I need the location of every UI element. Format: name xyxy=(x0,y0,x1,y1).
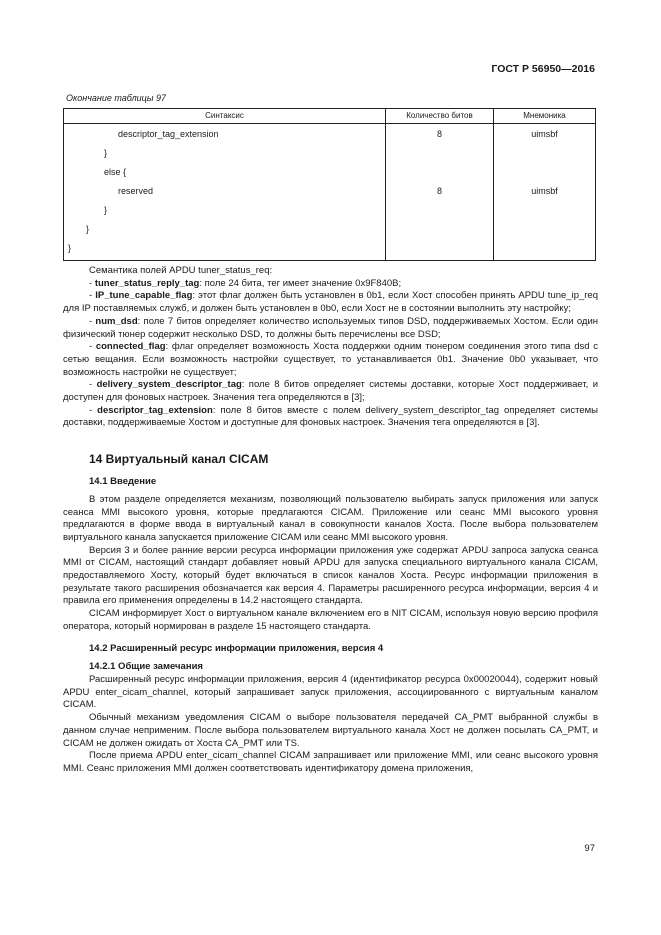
field-prefix: - xyxy=(89,379,97,391)
field-text: : поле 8 битов вместе с полем delivery_system_descriptor_tag определяет системы доставки, поддерживаемые Хостом и доступные для фоновых настроек. Значения тега определяются в [3]. xyxy=(63,404,598,429)
bits-value xyxy=(386,201,493,220)
table-row: } xyxy=(104,148,108,158)
field-description xyxy=(63,278,598,291)
field-prefix: - xyxy=(89,404,98,416)
bits-cell xyxy=(386,124,494,261)
table-row: } xyxy=(104,205,108,215)
table-row: descriptor_tag_extension xyxy=(118,129,219,139)
subsubsection-heading: 14.2.1 Общие замечания xyxy=(89,661,203,673)
mnemonic-value xyxy=(494,201,595,220)
paragraph: Обычный механизм уведомления CICAM о выборе пользователя передачей CA_PMT выбранной службы в данном случае неприменим. После выбора пользователем виртуального канала Хост не должен посылать CA_PMT, и CICAM не должен ожидать от Хоста CA_PMT или TS. xyxy=(63,712,598,749)
field-text: : поле 8 битов определяет системы доставки, которые Хост поддерживает, и доступен для фоновых настроек. Значения тега определяются в [3]; xyxy=(63,379,599,404)
bits-value: 8 xyxy=(436,129,442,139)
table-header-row xyxy=(64,109,596,124)
table-row: } xyxy=(68,243,72,253)
subsection-heading: 14.2 Расширенный ресурс информации приложения, версия 4 xyxy=(89,642,384,654)
paragraph: CICAM информирует Хост о виртуальном канале включением его в NIT CICAM, используя новую версию профиля оператора, который нормирован в разделе 15 настоящего стандарта. xyxy=(63,608,598,632)
paragraph: Расширенный ресурс информации приложения, версия 4 (идентификатор ресурса 0x00020044), содержит новый APDU enter_cicam_channel, который запрашивает запуск приложения, ассоциированного с виртуальным каналом CICAM. xyxy=(63,673,598,711)
paragraph: Версия 3 и более ранние версии ресурса информации приложения уже содержат APDU запроса запуска сеанса MMI от CICAM, настоящий стандарт добавляет новый APDU для запуска специального виртуального канала CICAM, предоставляемого Хосту, который будет включаться в список каналов Хоста. Ресурс информации приложения в результате такого расширения обозначается как версия 4. Параметры расширенного ресурса информации, версия 4 и правила его применения определены в 14.2 настоящего стандарта. xyxy=(63,544,598,607)
mnemonic-value xyxy=(494,220,595,239)
field-name: connected_flag xyxy=(95,341,166,353)
bits-value xyxy=(386,239,493,258)
table-row: reserved xyxy=(118,186,154,196)
document-body xyxy=(63,265,598,776)
table-row: } xyxy=(86,224,90,234)
bits-value xyxy=(386,144,493,163)
field-description xyxy=(63,379,598,404)
bits-value: 8 xyxy=(436,186,442,196)
mnemonic-value xyxy=(494,163,595,182)
field-name: IP_tune_capable_flag xyxy=(95,290,193,302)
field-name: tuner_status_reply_tag xyxy=(94,277,200,289)
standard-id: ГОСТ Р 56950—2016 xyxy=(491,63,595,75)
column-header-mnemonic: Мнемоника xyxy=(494,109,596,124)
semantics-intro: Семантика полей APDU tuner_status_req: xyxy=(89,265,273,276)
mnemonic-value: uimsbf xyxy=(531,186,558,196)
field-text: : поле 7 битов определяет количество используемых типов DSD, поддерживаемых Хостом. Если один физический тюнер содержит несколько DSD, то должны быть перечислены все DSD; xyxy=(63,315,598,340)
field-description xyxy=(63,341,598,379)
paragraph: После приема APDU enter_cicam_channel CICAM запрашивает или приложение MMI, или сеанс высокого уровня MMI. Сеанс приложения MMI должен соответствовать идентификатору домена приложения, xyxy=(63,750,598,774)
bits-value xyxy=(386,163,493,182)
column-header-syntax: Синтаксис xyxy=(64,109,386,124)
field-name: num_dsd xyxy=(95,315,138,327)
field-name: descriptor_tag_extension xyxy=(97,404,213,416)
syntax-cell xyxy=(64,124,386,261)
mnemonic-value xyxy=(494,239,595,258)
table-caption: Окончание таблицы 97 xyxy=(66,93,166,103)
column-header-bits: Количество битов xyxy=(386,109,494,124)
table-body-row xyxy=(64,124,596,261)
section-heading: 14 Виртуальный канал CICAM xyxy=(89,452,269,467)
paragraph: В этом разделе определяется механизм, позволяющий пользователю выбирать запуск приложения или запуск сеанса MMI высокого уровня, которые предлагаются CICAM. Приложение или сеанс MMI высокого уровня предлагаются в форме ввода в виртуальный канал в совокупности каналов Хоста. После выбора пользователем виртуального канала запускается приложение CICAM или сеанс MMI высокого уровня. xyxy=(63,493,598,543)
field-text: : флаг определяет возможность Хоста поддержки одним тюнером соединения этого типа dsd с сетью вещания. Если возможность настройки существует, то устанавливается 0b1. Значение 0b0 указывает, что возможность настройки не существует; xyxy=(63,341,598,378)
subsection-heading: 14.1 Введение xyxy=(89,476,157,488)
field-prefix: - xyxy=(89,315,96,327)
field-description xyxy=(63,316,598,341)
syntax-table xyxy=(63,108,596,261)
page-number: 97 xyxy=(584,843,595,854)
mnemonic-cell xyxy=(494,124,596,261)
table-row: else { xyxy=(104,167,127,177)
field-prefix: - xyxy=(89,277,95,289)
field-description xyxy=(63,290,598,315)
bits-value xyxy=(386,220,493,239)
field-description xyxy=(63,405,598,430)
field-text: : поле 24 бита, тег имеет значение 0x9F840B; xyxy=(199,277,402,289)
field-name: delivery_system_descriptor_tag xyxy=(96,379,242,391)
field-text: : этот флаг должен быть установлен в 0b1, если Хост способен принять APDU tune_ip_req для IP поставляемых служб, и должен быть установлен в 0b0, если Хост не в состоянии выполнить эту настройку; xyxy=(63,290,598,315)
field-prefix: - xyxy=(89,290,96,302)
field-prefix: - xyxy=(89,341,96,353)
mnemonic-value: uimsbf xyxy=(531,129,558,139)
mnemonic-value xyxy=(494,144,595,163)
